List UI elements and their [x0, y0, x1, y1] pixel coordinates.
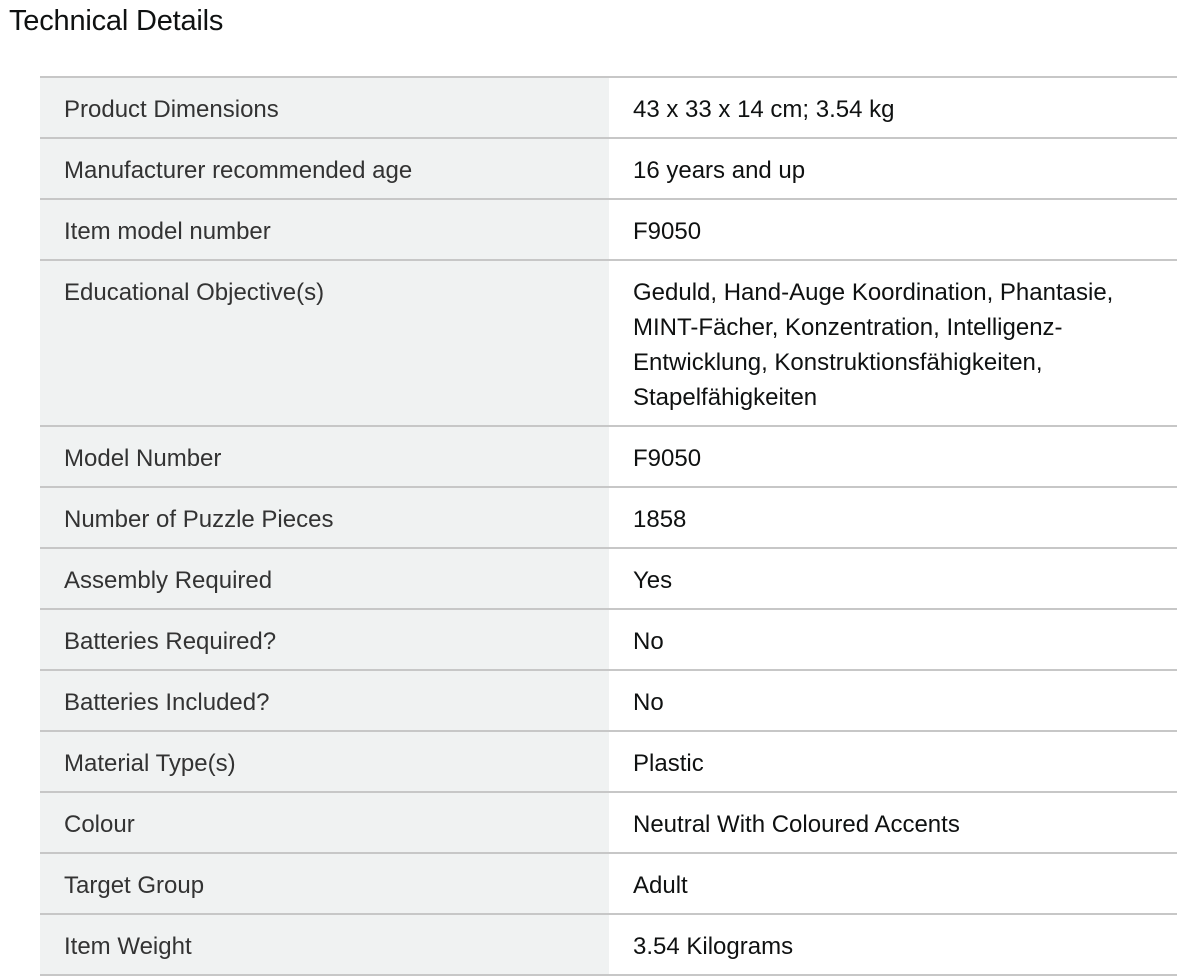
table-row — [40, 548, 1177, 609]
row-value: 1858 — [609, 487, 1177, 548]
table-row — [40, 670, 1177, 731]
row-label: Model Number — [40, 426, 609, 487]
row-label: Product Dimensions — [40, 77, 609, 138]
row-value: No — [609, 609, 1177, 670]
row-value: Adult — [609, 853, 1177, 914]
row-value: F9050 — [609, 199, 1177, 260]
row-value: Yes — [609, 548, 1177, 609]
row-value: 43 x 33 x 14 cm; 3.54 kg — [609, 77, 1177, 138]
row-value: Geduld, Hand-Auge Koordination, Phantasie, MINT-Fächer, Konzentration, Intelligenz-Entwicklung, Konstruktionsfähigkeiten, Stapelfähigkeiten — [609, 260, 1177, 426]
table-row — [40, 199, 1177, 260]
row-label: Number of Puzzle Pieces — [40, 487, 609, 548]
row-label: Material Type(s) — [40, 731, 609, 792]
row-label: Assembly Required — [40, 548, 609, 609]
row-label: Batteries Required? — [40, 609, 609, 670]
row-value: Plastic — [609, 731, 1177, 792]
table-row — [40, 487, 1177, 548]
table-row — [40, 426, 1177, 487]
section-title: Technical Details — [9, 5, 224, 37]
table-row — [40, 260, 1177, 426]
row-label: Target Group — [40, 853, 609, 914]
row-label: Manufacturer recommended age — [40, 138, 609, 199]
row-label: Colour — [40, 792, 609, 853]
row-label: Item model number — [40, 199, 609, 260]
row-value: 3.54 Kilograms — [609, 914, 1177, 975]
row-value: 16 years and up — [609, 138, 1177, 199]
row-label: Educational Objective(s) — [40, 260, 609, 426]
table-row — [40, 77, 1177, 138]
table-row — [40, 792, 1177, 853]
technical-details-table — [40, 76, 1177, 976]
row-value: Neutral With Coloured Accents — [609, 792, 1177, 853]
table-row — [40, 138, 1177, 199]
row-value: No — [609, 670, 1177, 731]
row-label: Batteries Included? — [40, 670, 609, 731]
row-label: Item Weight — [40, 914, 609, 975]
row-value: F9050 — [609, 426, 1177, 487]
table-row — [40, 853, 1177, 914]
table-row — [40, 609, 1177, 670]
table-row — [40, 731, 1177, 792]
